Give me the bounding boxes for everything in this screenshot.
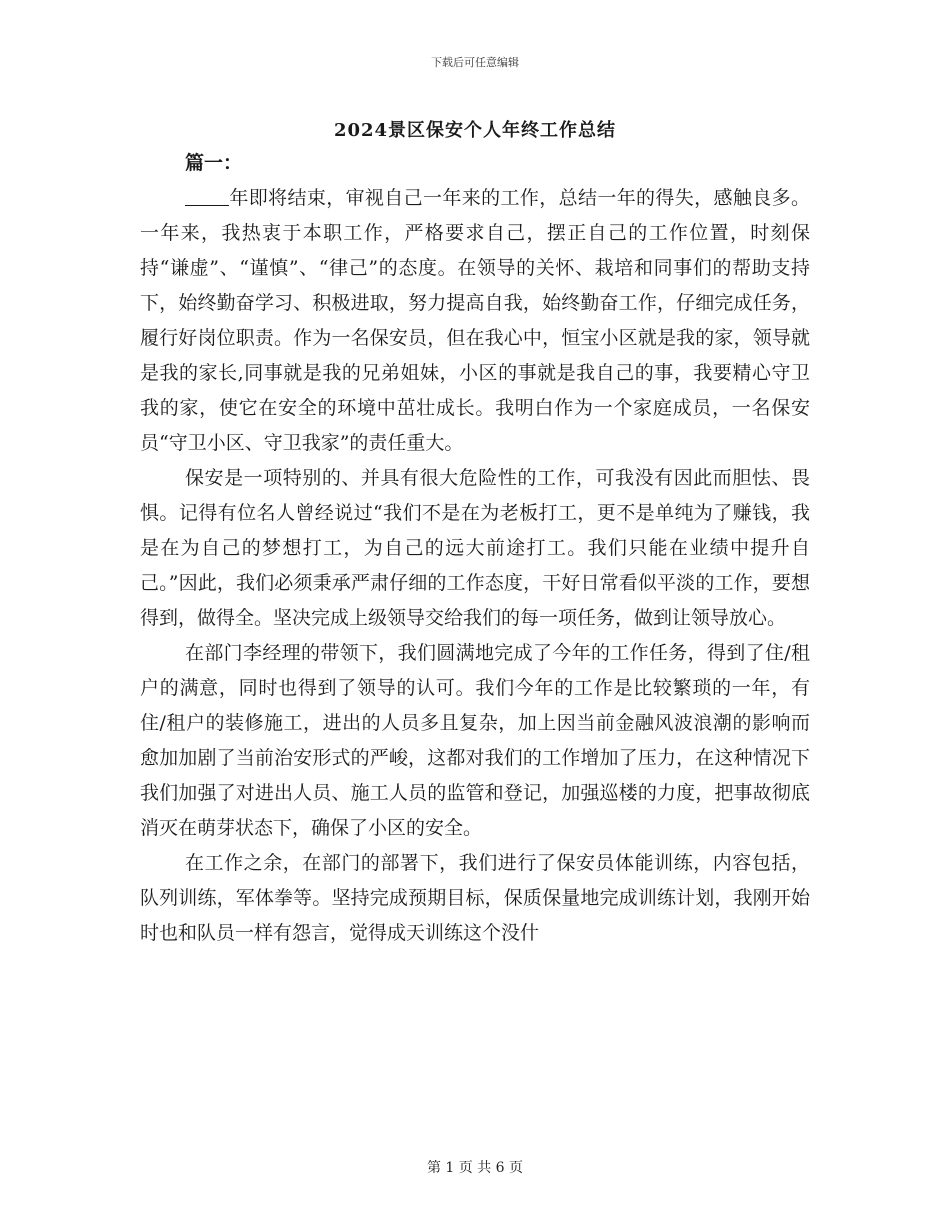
- document-body: [140, 146, 810, 951]
- paragraph-3: 在部门李经理的带领下，我们圆满地完成了今年的工作任务，得到了住/租户的满意，同时也得到了领导的认可。我们今年的工作是比较繁琐的一年，有住/租户的装修施工，进出的人员多且复杂，加上因当前金融风波浪潮的影响而愈加加剧了当前治安形式的严峻，这都对我们的工作增加了压力，在这种情况下我们加强了对进出人员、施工人员的监管和登记，加强巡楼的力度，把事故彻底消灭在萌芽状态下，确保了小区的安全。: [140, 642, 810, 839]
- document-title: 2024景区保安个人年终工作总结: [333, 120, 617, 141]
- header-note: 下载后可任意编辑: [431, 56, 519, 69]
- paragraph-2: 保安是一项特别的、并具有很大危险性的工作，可我没有因此而胆怯、畏惧。记得有位名人曾经说过“我们不是在为老板打工，更不是单纯为了赚钱，我是在为自己的梦想打工，为自己的远大前途打工。我们只能在业绩中提升自己。”因此，我们必须秉承严肃仔细的工作态度，干好日常看似平淡的工作，要想得到，做得全。坚决完成上级领导交给我们的每一项任务，做到让领导放心。: [140, 467, 810, 629]
- section-heading: 篇一：: [185, 152, 243, 174]
- paragraph-1: [140, 181, 810, 461]
- fill-in-blank: [185, 187, 229, 206]
- paragraph-4: 在工作之余，在部门的部署下，我们进行了保安员体能训练，内容包括，队列训练，军体拳等。坚持完成预期目标，保质保量地完成训练计划，我刚开始时也和队员一样有怨言，觉得成天训练这个没什: [140, 852, 810, 944]
- paragraph-1-text: 年即将结束，审视自己一年来的工作，总结一年的得失，感触良多。一年来，我热衷于本职工作，严格要求自己，摆正自己的工作位置，时刻保持“谦虚”、“谨慎”、“律己”的态度。在领导的关怀、栽培和同事们的帮助支持下，始终勤奋学习、积极进取，努力提高自我，始终勤奋工作，仔细完成任务，履行好岗位职责。作为一名保安员，但在我心中，恒宝小区就是我的家，领导就是我的家长,同事就是我的兄弟姐妹，小区的事就是我自己的事，我要精心守卫我的家，使它在安全的环境中茁壮成长。我明白作为一个家庭成员，一名保安员“守卫小区、守卫我家”的责任重大。: [140, 187, 810, 454]
- page-footer: 第 1 页 共 6 页: [426, 1160, 524, 1176]
